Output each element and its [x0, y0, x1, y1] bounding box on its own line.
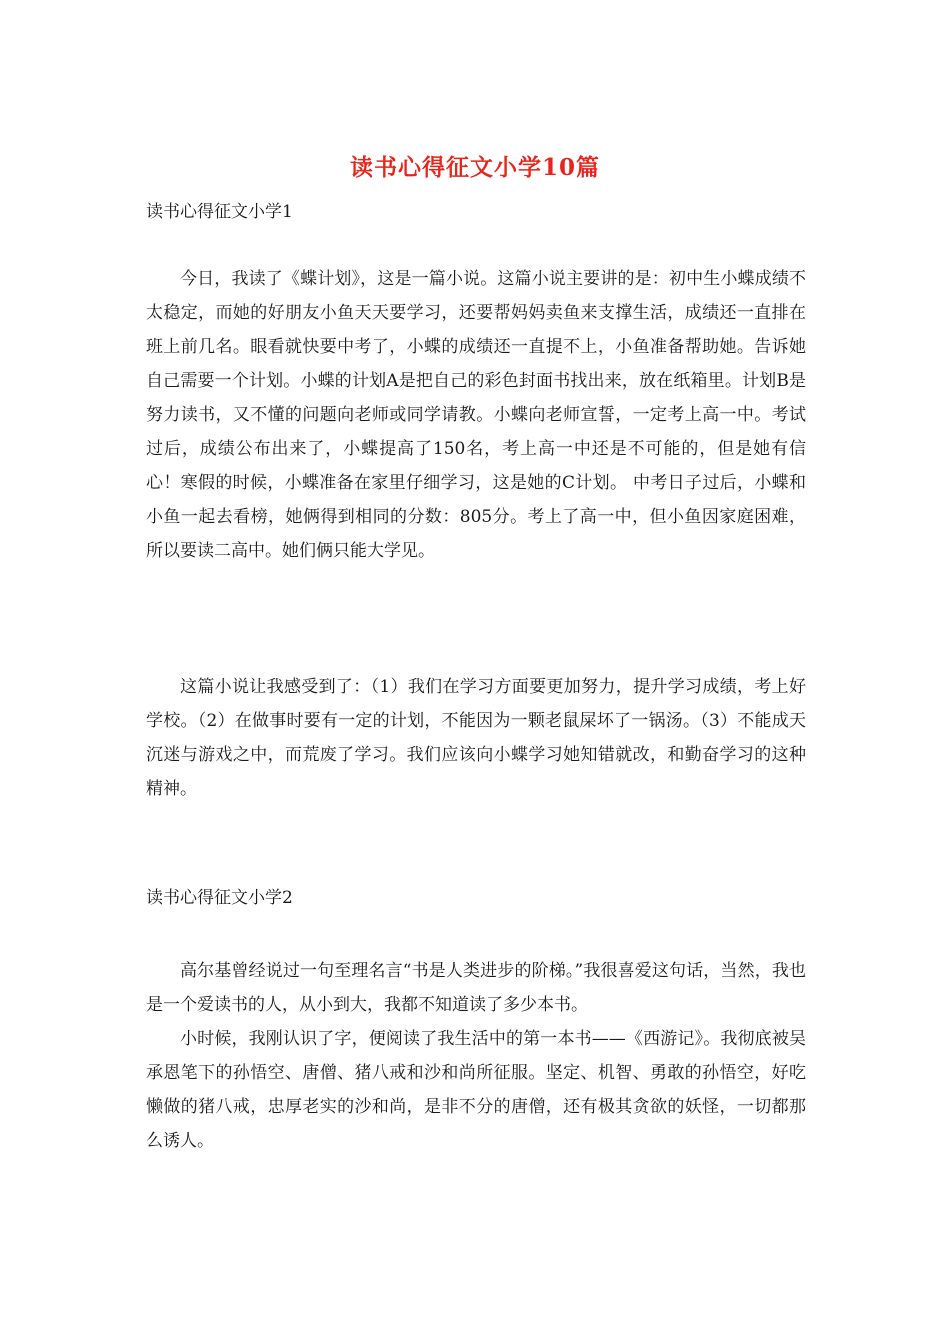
section-2-paragraph-1: 高尔基曾经说过一句至理名言“书是人类进步的阶梯。”我很喜爱这句话，当然，我也是一个爱读书的人，从小到大，我都不知道读了多少本书。	[146, 961, 806, 1015]
document-title: 读书心得征文小学10篇	[349, 154, 600, 181]
section-heading-1: 读书心得征文小学1	[146, 202, 293, 222]
section-1-paragraph-1: 今日，我读了《蝶计划》，这是一篇小说。这篇小说主要讲的是：初中生小蝶成绩不太稳定，而她的好朋友小鱼天天要学习，还要帮妈妈卖鱼来支撑生活，成绩还一直排在班上前几名。眼看就快要中考了，小蝶的成绩还一直提不上，小鱼准备帮助她。告诉她自己需要一个计划。小蝶的计划A是把自己的彩色封面书找出来，放在纸箱里。计划B是努力读书，又不懂的问题向老师或同学请教。小蝶向老师宣誓，一定考上高一中。考试过后，成绩公布出来了，小蝶提高了150名，考上高一中还是不可能的，但是她有信心！寒假的时候，小蝶准备在家里仔细学习，这是她的C计划。 中考日子过后，小蝶和小鱼一起去看榜，她俩得到相同的分数：805分。考上了高一中，但小鱼因家庭困难，所以要读二高中。她们俩只能大学见。	[146, 269, 806, 561]
section-2-paragraph-2: 小时候，我刚认识了字，便阅读了我生活中的第一本书——《西游记》。我彻底被吴承恩笔下的孙悟空、唐僧、猪八戒和沙和尚所征服。坚定、机智、勇敢的孙悟空，好吃懒做的猪八戒，忠厚老实的沙和尚，是非不分的唐僧，还有极其贪欲的妖怪，一切都那么诱人。	[146, 1029, 806, 1151]
section-heading-2: 读书心得征文小学2	[146, 888, 293, 908]
section-1-paragraph-2: 这篇小说让我感受到了：（1）我们在学习方面要更加努力，提升学习成绩，考上好学校。（2）在做事时要有一定的计划，不能因为一颗老鼠屎坏了一锅汤。（3）不能成天沉迷与游戏之中，而荒废了学习。我们应该向小蝶学习她知错就改，和勤奋学习的这种精神。	[146, 677, 806, 799]
